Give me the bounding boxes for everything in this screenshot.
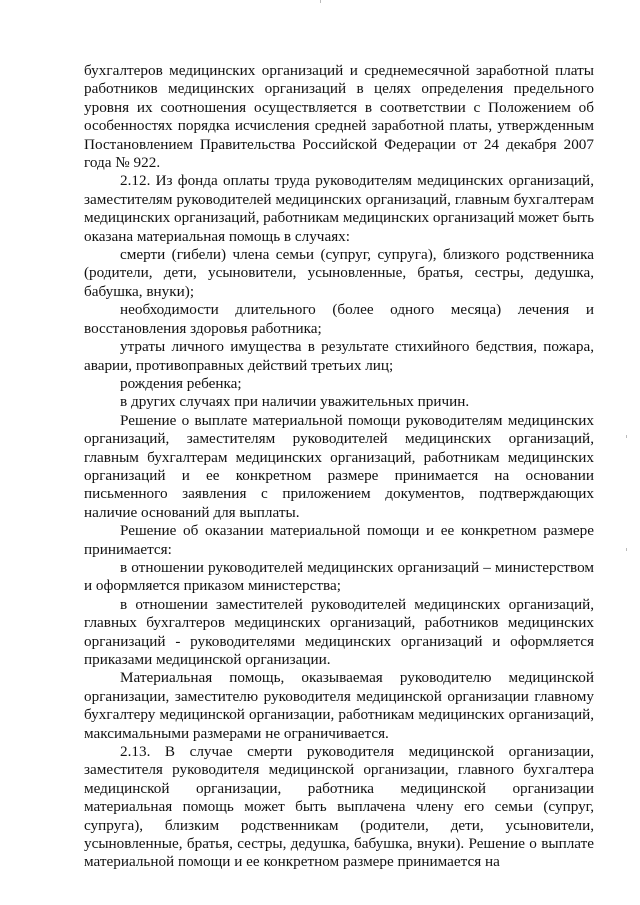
paragraph-case-death: смерти (гибели) члена семьи (супруг, супруга), близкого родственника (родители, дети, усыновители, усыновленные, братья, сестры, дедушка, бабушка, внуки); <box>84 246 594 300</box>
paragraph-decision-deputies: в отношении заместителей руководителей медицинских организаций, главных бухгалтеров медицинских организаций, работников медицинских организаций - руководителями медицинских организаций и оформляется приказами медицинской организации. <box>84 595 594 668</box>
paragraph-no-limit: Материальная помощь, оказываемая руководителю медицинской организации, заместителю руководителя медицинской организации главному бухгалтеру медицинской организации, работникам медицинских организаций, максимальными размерами не ограничивается. <box>84 669 594 742</box>
paragraph-case-childbirth: рождения ребенка; <box>120 374 242 392</box>
paragraph-case-other: в других случаях при наличии уважительных причин. <box>120 393 470 411</box>
paragraph-decision-heads: в отношении руководителей медицинских организаций – министерством и оформляется приказом министерства; <box>84 558 594 595</box>
paragraph-case-property-loss: утраты личного имущества в результате стихийного бедствия, пожара, аварии, противоправных действий третьих лиц; <box>84 338 594 374</box>
paragraph-clause-2-12: 2.12. Из фонда оплаты труда руководителям медицинских организаций, заместителям руководителей медицинских организаций, главным бухгалтерам медицинских организаций, работникам медицинских организаций может быть оказана материальная помощь в случаях: <box>84 172 594 245</box>
paragraph-case-treatment: необходимости длительного (более одного месяца) лечения и восстановления здоровья работника; <box>84 301 594 337</box>
right-margin-tick-1 <box>626 435 627 438</box>
paragraph-continuation: бухгалтеров медицинских организаций и среднемесячной заработной платы работников медицинских организаций в целях определения предельного уровня их соотношения осуществляется в соответствии с Положением об особенностях порядка исчисления средней заработной платы, утвержденным Постановлением Правительства Российской Федерации от 24 декабря 2007 года № 922. <box>84 62 594 172</box>
top-center-tick <box>320 0 321 3</box>
document-page <box>84 62 594 872</box>
paragraph-decision-basis: Решение о выплате материальной помощи руководителям медицинских организаций, заместителям руководителей медицинских организаций, главным бухгалтерам медицинских организаций, работникам медицинских организаций и ее конкретном размере принимается на основании письменного заявления с приложением документов, подтверждающих наличие оснований для выплаты. <box>84 411 594 521</box>
paragraph-clause-2-13: 2.13. В случае смерти руководителя медицинской организации, заместителя руководителя медицинской организации, главного бухгалтера медицинской организации, работника медицинской организации материальная помощь может быть выплачена члену его семьи (супруг, супруга), близким родственникам (родители, дети, усыновители, усыновленные, братья, сестры, дедушка, бабушка, внуки). Решение о выплате материальной помощи и ее конкретном размере принимается на <box>84 743 594 871</box>
right-margin-tick-2 <box>626 548 627 551</box>
paragraph-decision-made: Решение об оказании материальной помощи и ее конкретном размере принимается: <box>84 522 594 558</box>
